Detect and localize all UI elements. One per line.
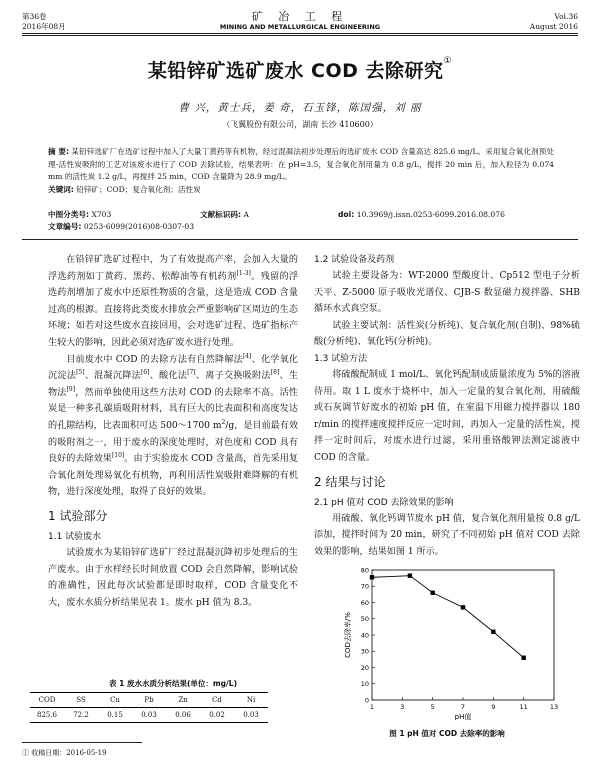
x-tick-label: 7: [460, 703, 466, 711]
chart-x-label: pH值: [454, 713, 472, 720]
table-header-row: [30, 693, 268, 708]
subsection-heading-1-2: 1.2 试验设备及药剂: [314, 255, 395, 265]
header-rule-2: [22, 35, 578, 36]
table-header-cell: Zn: [178, 696, 188, 704]
left-column: [48, 252, 298, 611]
y-tick-label: 70: [360, 582, 369, 591]
affiliation: （飞翼股份有限公司，湖南 长沙 410600）: [222, 120, 378, 129]
table-cell: 0.03: [243, 711, 259, 719]
x-tick-label: 3: [400, 703, 405, 711]
abstract-rule: [22, 239, 578, 240]
title-footnote-mark: ①: [443, 56, 453, 66]
chart-ticks: [361, 566, 558, 711]
issue-date: 2016年08月: [22, 22, 66, 31]
figure-caption: 图 1 pH 值对 COD 去除率的影响: [389, 729, 505, 738]
abstract-text: 某铅锌选矿厂在选矿过程中加入了大量丁黄药等有机物，经过混凝法初步处理后的选矿废水 COD 含量高达 825.6 mg/L。采用复合氧化剂预处理-活性炭吸附的工艺对该废水进行了 COD 去除试验，结果表明：在 pH=3.5，复合氧化剂用量为 0.8 g/L，搅拌 20 min 后，加入粒径为 0.074 mm 的活性炭 1.2 g/L，再搅拌 25 min，COD 含量降为 28.9 mg/L。: [48, 147, 554, 181]
data-point: [521, 656, 525, 660]
footnote-rule: [22, 742, 142, 743]
reagents-paragraph: 试验主要试剂：活性炭(分析纯)、复合氧化剂(自制)、98%硫酸(分析纯)、氧化钙(分析纯)。: [314, 320, 580, 348]
chart-axes: [372, 570, 554, 700]
table-header-cell: Ni: [246, 696, 256, 704]
table-caption: 表 1 废水水质分析结果(单位：mg/L): [109, 679, 237, 688]
x-tick-label: 9: [491, 703, 496, 711]
y-tick-label: 80: [360, 566, 369, 575]
y-tick-label: 60: [360, 598, 369, 607]
table-header-cell: Cu: [110, 696, 120, 704]
table-header-cell: Cd: [212, 696, 222, 704]
method-paragraph: 将硫酸配制成 1 mol/L、氧化钙配制成质量浓度为 5%的溶液待用。取 1 L 废水于烧杯中，加入一定量的复合氧化剂，用硫酸或石灰调节好废水的初始 pH 值，在室温下用磁力搅拌器以 180 r/min 的搅拌速度搅拌反应一定时间，再加入一定量的活性炭，搅拌一定时间后，对废水进行过滤，采用重铬酸钾法测定滤液中 COD 的含量。: [314, 369, 580, 463]
intro-paragraph-1: 在铅锌矿选矿过程中，为了有效提高产率，会加入大量的浮选药剂如丁黄药、黑药、松醇油等有机药剂[1-3]。残留的浮选药剂增加了废水中还原性物质的含量，这是造成 COD 含量过高的根源。直接将此类废水排放会严重影响矿区周边的生态环境；如若对这些废水直接回用，会对选矿过程、选矿指标产生较大的影响，因此必须对选矿废水进行处理。: [48, 255, 298, 348]
table-cell: 0.15: [107, 711, 123, 719]
author-list: 曹 兴，黄士兵，姜 奇，石玉锋，陈国强，刘 丽: [178, 102, 422, 114]
paper-title: 某铅锌矿选矿废水 COD 去除研究①: [147, 56, 453, 82]
y-tick-label: 20: [360, 663, 369, 672]
data-point: [408, 573, 412, 577]
document-code: 文献标识码: A: [200, 210, 249, 219]
ph-paragraph: 用硫酸、氧化钙调节废水 pH 值，复合氧化剂用量按 0.8 g/L 添加，搅拌时间为 20 min，研究了不同初始 pH 值对 COD 去除效果的影响，结果如图 1 所示。: [314, 513, 580, 557]
plot-frame: [372, 570, 554, 700]
series-line: [372, 576, 524, 658]
article-number: 文章编号: 0253-6099(2016)08-0307-03: [48, 222, 195, 231]
section-heading-2: 2 结果与讨论: [314, 474, 386, 489]
table-cell: 0.06: [175, 711, 191, 719]
table-header-cell: SS: [76, 696, 86, 704]
doi: doi: 10.3969/j.issn.0253-6099.2016.08.076: [338, 210, 505, 219]
table-cell: 0.02: [209, 711, 225, 719]
x-tick-label: 11: [519, 703, 528, 711]
x-tick-label: 13: [549, 703, 559, 711]
x-tick-label: 5: [430, 703, 435, 711]
y-tick-label: 0: [364, 696, 369, 705]
subsection-heading-2-1: 2.1 pH 值对 COD 去除效果的影响: [314, 497, 454, 508]
data-point: [461, 605, 465, 609]
y-tick-label: 30: [360, 647, 369, 656]
table-row: [30, 708, 268, 723]
right-column: [314, 252, 580, 560]
abstract: [48, 146, 554, 196]
y-tick-label: 10: [360, 680, 369, 689]
wastewater-paragraph: 试验废水为某铅锌矿选矿厂经过混凝沉降初步处理后的生产废水。由于水样经长时间放置 COD 会自然降解，影响试验的准确性，因此每次试验都是即时取样，COD 含量变化不大，废水水质分析结果见表 1。废水 pH 值为 8.3。: [48, 547, 298, 608]
ph-cod-chart: [314, 560, 580, 720]
equipment-paragraph: 试验主要设备为：WT-2000 型酸度计、Cp512 型电子分析天平、Z-5000 原子吸收光谱仪、CJB-S 数显磁力搅拌器、SHB 循环水式真空泵。: [314, 271, 580, 315]
header-rule: [22, 33, 578, 34]
x-tick-label: 1: [369, 703, 375, 711]
section-heading-1: 1 试验部分: [48, 508, 108, 523]
clc-number: 中图分类号: X703: [48, 210, 112, 219]
keywords-label: 关键词:: [48, 184, 74, 194]
issue-number: 第36卷: [22, 12, 47, 21]
table-header-cell: Pb: [144, 696, 154, 704]
water-quality-table: [30, 692, 268, 723]
volume: Vol.36: [554, 12, 578, 21]
table-cell: 0.03: [141, 711, 157, 719]
abstract-label: 摘 要:: [48, 147, 70, 156]
table-header-cell: COD: [38, 696, 56, 704]
y-tick-label: 40: [360, 631, 369, 640]
intro-paragraph-2: 目前废水中 COD 的去除方法有自然降解法[4]、化学氧化沉淀法[5]、混凝沉降法[6]、酸化法[7]、离子交换吸附法[8]、生物法[9]，然而单独使用这些方法对 COD 的去除率不高。活性炭是一种多孔碳质吸附材料，具有巨大的比表面积和高度发达的孔隙结构，比表面积可达 500～1700 m$^2$/g，是目前最有效的吸附剂之一，用于废水的深度处理时，对色度和 COD 具有良好的去除效果[10]。由于实验废水 COD 含量高，首先采用复合氧化剂处理易氧化有机物，再利用活性炭吸附难降解的有机物，进行深度处理，取得了良好的效果。: [48, 352, 299, 498]
data-point: [491, 630, 495, 634]
subsection-heading-1-1: 1.1 试验废水: [48, 531, 102, 542]
data-point: [430, 591, 434, 595]
chart-series: [370, 573, 526, 659]
data-point: [370, 575, 374, 579]
table-cell: 825.6: [36, 711, 58, 719]
journal-name-cn: 矿 冶 工 程: [251, 10, 349, 23]
subsection-heading-1-3: 1.3 试验方法: [314, 353, 368, 364]
table-cell: 72.2: [73, 711, 89, 719]
received-date-footnote: ① 收稿日期：2016-05-19: [22, 749, 107, 757]
chart-y-label: COD去除率/%: [344, 612, 352, 658]
y-tick-label: 50: [360, 615, 369, 624]
keywords-text: 铅锌矿；COD；复合氧化剂；活性炭: [76, 184, 201, 194]
month: August 2016: [529, 22, 578, 31]
journal-name-en: MINING AND METALLURGICAL ENGINEERING: [219, 23, 381, 31]
